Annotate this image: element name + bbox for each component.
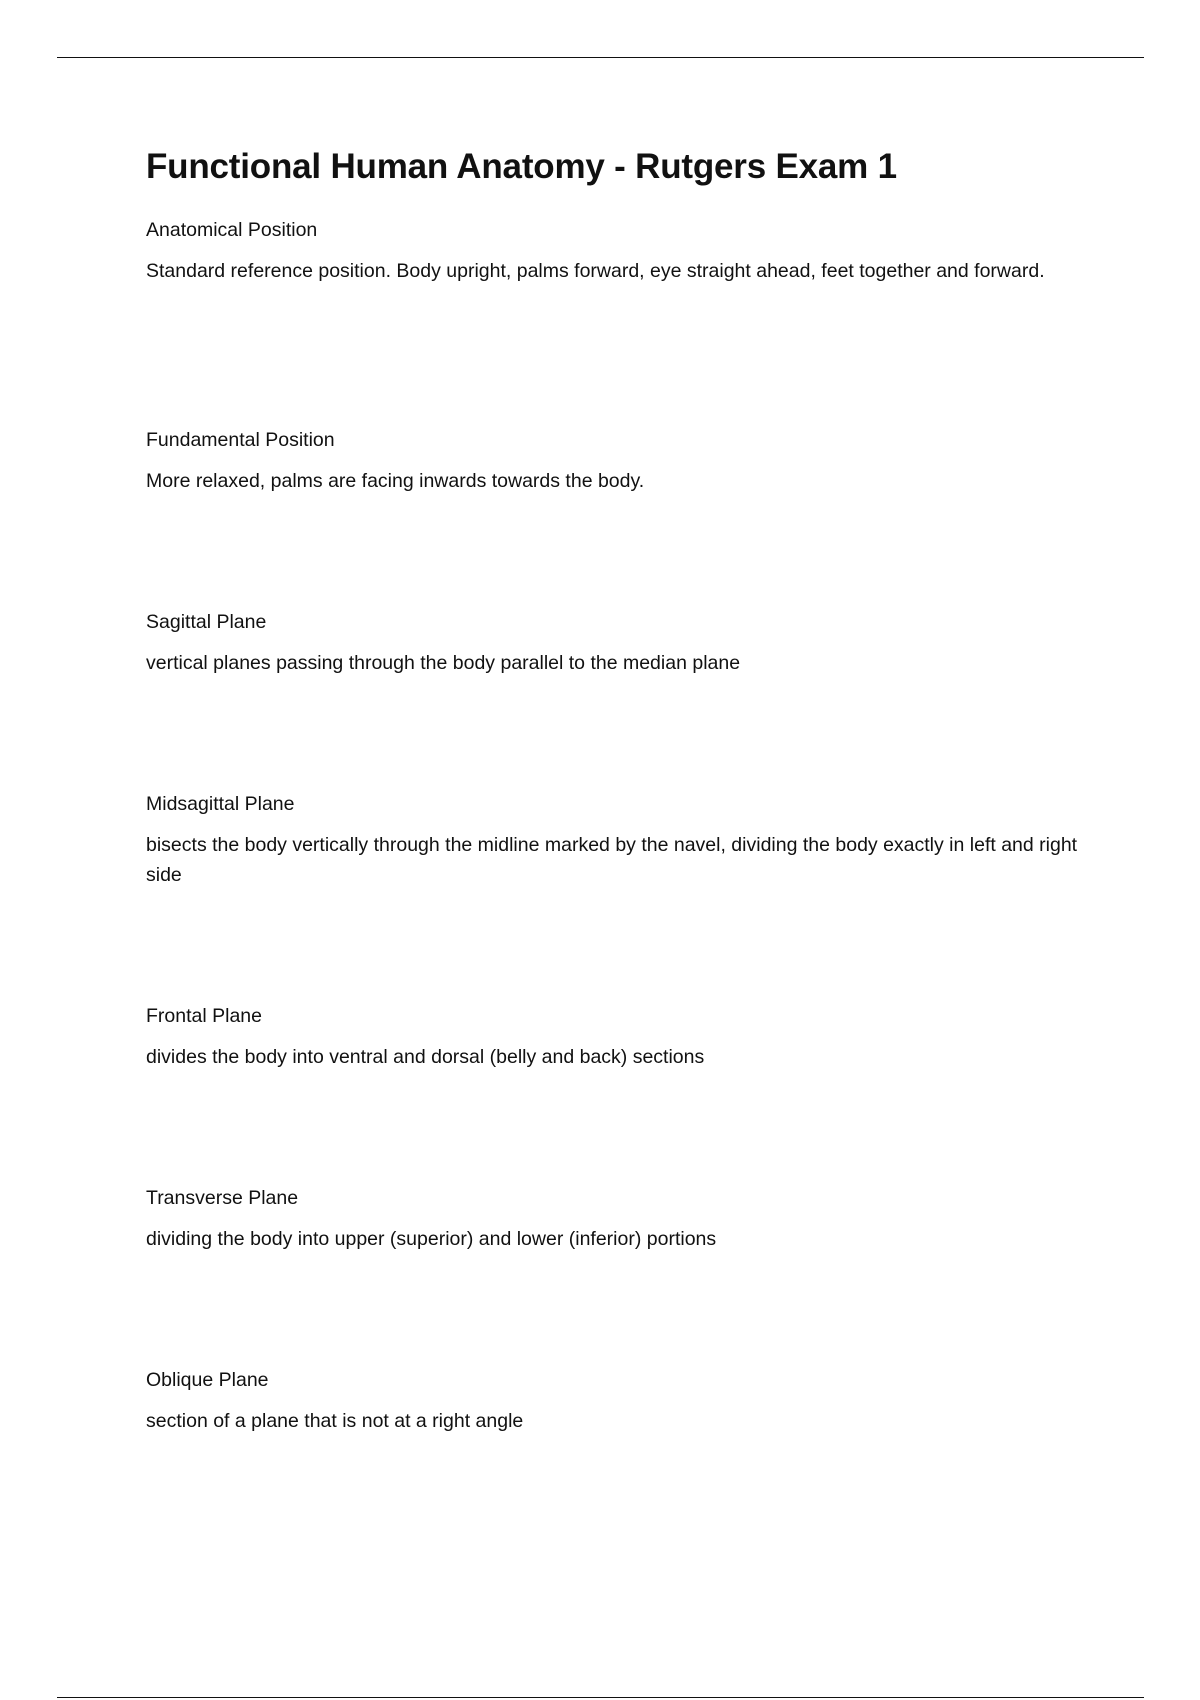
card-term: Fundamental Position [146, 429, 335, 451]
flashcard-transverse-plane [146, 1186, 1096, 1254]
card-definition: vertical planes passing through the body parallel to the median plane [146, 652, 741, 674]
flashcard-midsagittal-plane [146, 792, 1096, 890]
card-definition: dividing the body into upper (superior) and lower (inferior) portions [146, 1228, 717, 1250]
card-term: Sagittal Plane [146, 611, 267, 633]
card-definition: More relaxed, palms are facing inwards towards the body. [146, 470, 645, 492]
card-term: Oblique Plane [146, 1369, 269, 1391]
card-term: Frontal Plane [146, 1005, 262, 1027]
card-term: Anatomical Position [146, 219, 318, 241]
card-definition: divides the body into ventral and dorsal (belly and back) sections [146, 1046, 705, 1068]
footer-divider [57, 1697, 1144, 1698]
flashcard-oblique-plane [146, 1368, 1096, 1436]
card-term: Midsagittal Plane [146, 793, 295, 815]
document-title: Functional Human Anatomy - Rutgers Exam 1 [146, 147, 897, 186]
flashcard-frontal-plane [146, 1004, 1096, 1072]
card-term: Transverse Plane [146, 1187, 299, 1209]
flashcard-anatomical-position [146, 218, 1096, 286]
card-definition: section of a plane that is not at a right angle [146, 1410, 524, 1432]
header-divider [57, 57, 1144, 58]
card-definition: Standard reference position. Body upright, palms forward, eye straight ahead, feet together and forward. [146, 260, 1045, 282]
card-definition: bisects the body vertically through the midline marked by the navel, dividing the body exactly in left and right side [146, 834, 1078, 886]
flashcard-sagittal-plane [146, 610, 1096, 678]
flashcard-fundamental-position [146, 428, 1096, 496]
